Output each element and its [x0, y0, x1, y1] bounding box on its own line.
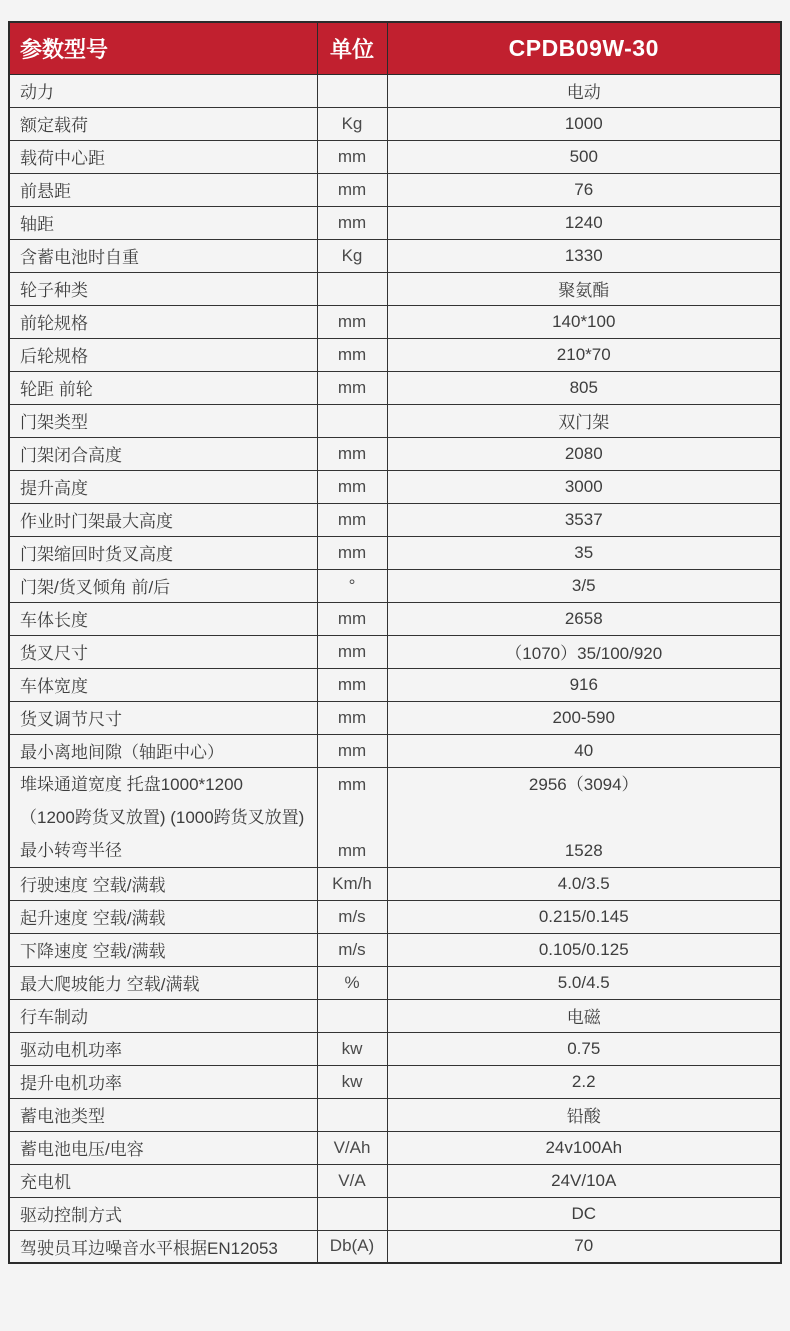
unit-cell: mm	[317, 536, 387, 569]
value-cell: （1070）35/100/920	[387, 635, 781, 668]
param-name-cell: 行驶速度 空载/满载	[9, 867, 317, 900]
unit-cell-line: mm	[337, 840, 367, 860]
value-cell: 聚氨酯	[387, 272, 781, 305]
unit-cell: Kg	[317, 239, 387, 272]
unit-cell: mm	[317, 602, 387, 635]
param-name-cell: 额定载荷	[9, 107, 317, 140]
value-cell: 76	[387, 173, 781, 206]
param-name-cell: 下降速度 空载/满载	[9, 933, 317, 966]
unit-cell	[317, 74, 387, 107]
value-cell: 140*100	[387, 305, 781, 338]
table-row	[9, 206, 781, 239]
table-row	[9, 1065, 781, 1098]
value-cell: 0.215/0.145	[387, 900, 781, 933]
value-cell: 4.0/3.5	[387, 867, 781, 900]
header-row	[9, 22, 781, 74]
param-name-cell: 含蓄电池时自重	[9, 239, 317, 272]
table-row	[9, 767, 781, 867]
unit-cell: V/Ah	[317, 1131, 387, 1164]
table-row	[9, 668, 781, 701]
value-cell: 40	[387, 734, 781, 767]
value-cell: 3000	[387, 470, 781, 503]
param-name-cell: 轴距	[9, 206, 317, 239]
param-name-cell: 动力	[9, 74, 317, 107]
value-cell: 2080	[387, 437, 781, 470]
table-row	[9, 966, 781, 999]
unit-cell: Db(A)	[317, 1230, 387, 1263]
unit-cell	[317, 1197, 387, 1230]
param-name-cell: 车体长度	[9, 602, 317, 635]
table-row	[9, 470, 781, 503]
unit-cell	[317, 404, 387, 437]
spec-table-header	[9, 22, 781, 74]
param-name-cell: 作业时门架最大高度	[9, 503, 317, 536]
value-cell: 1000	[387, 107, 781, 140]
unit-cell: m/s	[317, 933, 387, 966]
value-cell: 电动	[387, 74, 781, 107]
value-cell	[387, 767, 781, 867]
unit-cell	[317, 767, 387, 867]
param-name-cell: 驱动控制方式	[9, 1197, 317, 1230]
unit-cell: mm	[317, 635, 387, 668]
spec-table-body	[9, 74, 781, 1263]
param-name-cell: 货叉调节尺寸	[9, 701, 317, 734]
value-cell: 电磁	[387, 999, 781, 1032]
value-cell: 1240	[387, 206, 781, 239]
unit-cell: °	[317, 569, 387, 602]
header-unit-label: 单位	[317, 22, 387, 74]
value-cell: 双门架	[387, 404, 781, 437]
unit-cell: kw	[317, 1065, 387, 1098]
spec-table	[8, 21, 782, 1264]
value-cell: 0.75	[387, 1032, 781, 1065]
value-cell: 3/5	[387, 569, 781, 602]
unit-cell: %	[317, 966, 387, 999]
value-cell: DC	[387, 1197, 781, 1230]
table-row	[9, 239, 781, 272]
unit-cell: mm	[317, 734, 387, 767]
table-row	[9, 536, 781, 569]
value-cell: 35	[387, 536, 781, 569]
table-row	[9, 74, 781, 107]
param-name-cell: 门架类型	[9, 404, 317, 437]
table-row	[9, 1164, 781, 1197]
table-row	[9, 900, 781, 933]
unit-cell: mm	[317, 206, 387, 239]
unit-cell: mm	[317, 503, 387, 536]
param-name-cell: 起升速度 空载/满载	[9, 900, 317, 933]
param-name-cell: 门架闭合高度	[9, 437, 317, 470]
param-name-cell: 充电机	[9, 1164, 317, 1197]
unit-cell-line: mm	[337, 774, 367, 794]
unit-cell: V/A	[317, 1164, 387, 1197]
table-row	[9, 503, 781, 536]
table-row	[9, 437, 781, 470]
param-name-cell: 蓄电池类型	[9, 1098, 317, 1131]
param-name-cell: 后轮规格	[9, 338, 317, 371]
param-name-cell: 门架缩回时货叉高度	[9, 536, 317, 569]
value-cell: 2.2	[387, 1065, 781, 1098]
table-row	[9, 173, 781, 206]
unit-cell: mm	[317, 140, 387, 173]
value-cell: 0.105/0.125	[387, 933, 781, 966]
header-param-label: 参数型号	[9, 22, 317, 74]
table-row	[9, 1131, 781, 1164]
unit-cell: Km/h	[317, 867, 387, 900]
table-row	[9, 107, 781, 140]
table-row	[9, 867, 781, 900]
param-name-cell: 驱动电机功率	[9, 1032, 317, 1065]
param-name-cell: 门架/货叉倾角 前/后	[9, 569, 317, 602]
table-row	[9, 569, 781, 602]
value-cell: 200-590	[387, 701, 781, 734]
param-name-cell: 蓄电池电压/电容	[9, 1131, 317, 1164]
value-cell: 210*70	[387, 338, 781, 371]
param-name-cell	[9, 767, 317, 867]
table-row	[9, 140, 781, 173]
table-row	[9, 933, 781, 966]
table-row	[9, 602, 781, 635]
table-row	[9, 1098, 781, 1131]
unit-cell-line	[318, 801, 387, 834]
unit-cell	[317, 999, 387, 1032]
table-row	[9, 338, 781, 371]
param-name-cell: 最小离地间隙（轴距中心）	[9, 734, 317, 767]
table-row	[9, 734, 781, 767]
table-row	[9, 272, 781, 305]
unit-cell: mm	[317, 173, 387, 206]
value-cell: 1330	[387, 239, 781, 272]
table-row	[9, 635, 781, 668]
param-name-cell-line: 堆垛通道宽度 托盘1000*1200	[20, 774, 243, 794]
unit-cell: mm	[317, 437, 387, 470]
value-cell: 5.0/4.5	[387, 966, 781, 999]
value-cell: 2658	[387, 602, 781, 635]
param-name-cell: 货叉尺寸	[9, 635, 317, 668]
param-name-cell: 载荷中心距	[9, 140, 317, 173]
unit-cell: kw	[317, 1032, 387, 1065]
unit-cell: Kg	[317, 107, 387, 140]
value-cell: 70	[387, 1230, 781, 1263]
param-name-cell: 前悬距	[9, 173, 317, 206]
unit-cell: m/s	[317, 900, 387, 933]
table-row	[9, 1032, 781, 1065]
unit-cell	[317, 1098, 387, 1131]
value-cell: 500	[387, 140, 781, 173]
param-name-cell: 提升电机功率	[9, 1065, 317, 1098]
param-name-cell: 最大爬坡能力 空载/满载	[9, 966, 317, 999]
table-row	[9, 305, 781, 338]
param-name-cell: 轮子种类	[9, 272, 317, 305]
value-cell: 24V/10A	[387, 1164, 781, 1197]
value-cell-line	[388, 801, 781, 834]
param-name-cell: 轮距 前轮	[9, 371, 317, 404]
unit-cell: mm	[317, 668, 387, 701]
unit-cell: mm	[317, 338, 387, 371]
table-row	[9, 1197, 781, 1230]
param-name-cell: 驾驶员耳边噪音水平根据EN12053	[9, 1230, 317, 1263]
value-cell: 3537	[387, 503, 781, 536]
table-row	[9, 371, 781, 404]
param-name-cell-line: 最小转弯半径	[20, 840, 122, 860]
value-cell-line: 2956（3094）	[528, 774, 639, 794]
value-cell: 24v100Ah	[387, 1131, 781, 1164]
table-row	[9, 1230, 781, 1263]
value-cell: 铅酸	[387, 1098, 781, 1131]
param-name-cell: 车体宽度	[9, 668, 317, 701]
unit-cell	[317, 272, 387, 305]
table-row	[9, 701, 781, 734]
table-row	[9, 999, 781, 1032]
unit-cell: mm	[317, 470, 387, 503]
header-model-label: CPDB09W-30	[387, 22, 781, 74]
unit-cell: mm	[317, 305, 387, 338]
value-cell: 916	[387, 668, 781, 701]
unit-cell: mm	[317, 371, 387, 404]
table-row	[9, 404, 781, 437]
unit-cell: mm	[317, 701, 387, 734]
param-name-cell: 行车制动	[9, 999, 317, 1032]
value-cell-line: 1528	[564, 840, 603, 860]
param-name-cell: 前轮规格	[9, 305, 317, 338]
param-name-cell-line: （1200跨货叉放置) (1000跨货叉放置)	[20, 807, 305, 827]
value-cell: 805	[387, 371, 781, 404]
param-name-cell: 提升高度	[9, 470, 317, 503]
